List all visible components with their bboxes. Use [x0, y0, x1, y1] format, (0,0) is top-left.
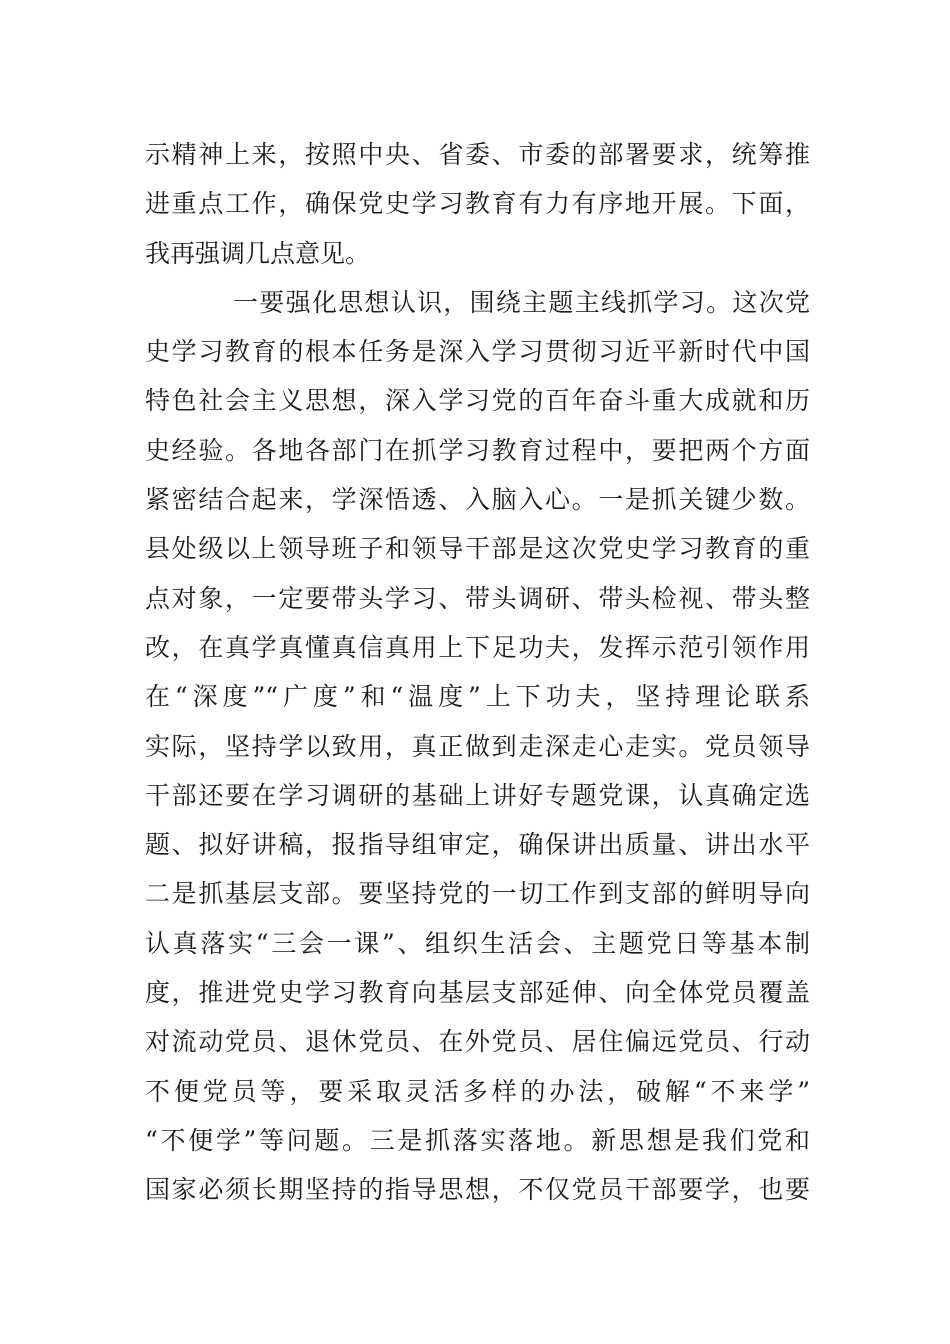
- text-line: “不便学”等问题。三是抓落实落地。新思想是我们党和: [145, 1125, 810, 1155]
- text-line: 史学习教育的根本任务是深入学习贯彻习近平新时代中国: [145, 337, 810, 367]
- text-line: 进重点工作，确保党史学习教育有力有序地开展。下面，: [145, 189, 810, 219]
- text-line: 题、拟好讲稿，报指导组审定，确保讲出质量、讲出水平: [145, 830, 810, 860]
- text-line: 实际，坚持学以致用，真正做到走深走心走实。党员领导: [145, 731, 810, 761]
- paragraph-first-line: 一要强化思想认识，围绕主题主线抓学习。这次党: [233, 287, 810, 317]
- text-line: 国家必须长期坚持的指导思想，不仅党员干部要学，也要: [145, 1175, 810, 1205]
- text-line: 紧密结合起来，学深悟透、入脑入心。一是抓关键少数。: [145, 485, 810, 515]
- text-line: 示精神上来，按照中央、省委、市委的部署要求，统筹推: [145, 140, 810, 169]
- text-line: 不便党员等，要采取灵活多样的办法，破解“不来学”: [145, 1076, 810, 1106]
- text-line: 在“深度”“广度”和“温度”上下功夫，坚持理论联系: [145, 682, 810, 712]
- body-text: [145, 130, 810, 1215]
- text-line: 点对象，一定要带头学习、带头调研、带头检视、带头整: [145, 583, 810, 613]
- text-line: 改，在真学真懂真信真用上下足功夫，发挥示范引领作用: [145, 632, 810, 662]
- text-line: 干部还要在学习调研的基础上讲好专题党课，认真确定选: [145, 780, 810, 810]
- text-line: 二是抓基层支部。要坚持党的一切工作到支部的鲜明导向: [145, 879, 810, 909]
- text-line: 认真落实“三会一课”、组织生活会、主题党日等基本制: [145, 928, 810, 958]
- text-line: 特色社会主义思想，深入学习党的百年奋斗重大成就和历: [145, 386, 810, 416]
- text-line: 史经验。各地各部门在抓学习教育过程中，要把两个方面: [145, 435, 810, 465]
- text-line: 我再强调几点意见。: [145, 238, 371, 268]
- text-line: 度，推进党史学习教育向基层支部延伸、向全体党员覆盖: [145, 978, 810, 1008]
- text-line: 县处级以上领导班子和领导干部是这次党史学习教育的重: [145, 534, 810, 564]
- text-line: 对流动党员、退休党员、在外党员、居住偏远党员、行动: [145, 1027, 810, 1057]
